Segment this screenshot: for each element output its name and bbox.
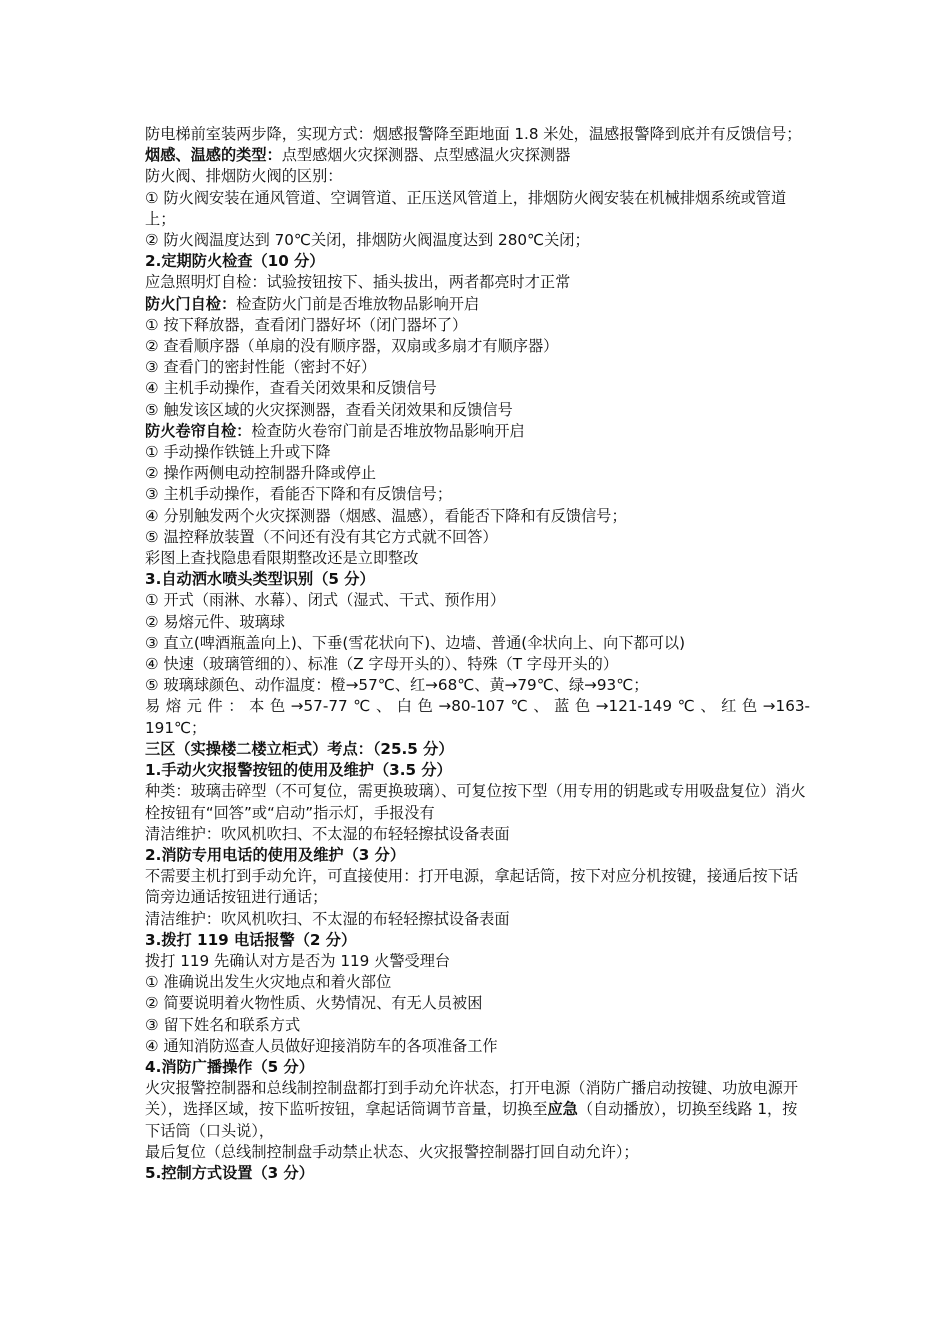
paragraph-9 — [145, 315, 810, 336]
paragraph-text: 清洁维护：吹风机吹扫、不太湿的布轻轻擦拭设备表面 — [145, 824, 510, 843]
paragraph-text: 防电梯前室装两步降，实现方式：烟感报警降至距地面 1.8 米处，温感报警降到底并有反馈信号； — [145, 125, 802, 143]
paragraph-3 — [145, 166, 810, 187]
paragraph-text: ③ 主机手动操作，看能否下降和有反馈信号； — [145, 485, 453, 504]
section-heading — [145, 1163, 810, 1184]
section-heading — [145, 1057, 810, 1078]
paragraph-text: ① 按下释放器，查看闭门器好坏（闭门器坏了） — [145, 315, 468, 334]
section-heading — [145, 930, 810, 951]
paragraph-5 — [145, 230, 810, 251]
paragraph-text: 拨打 119 先确认对方是否为 119 火警受理台 — [145, 951, 451, 970]
paragraph-text: 不需要主机打到手动允许，可直接使用：打开电源，拿起话筒，按下对应分机按键，接通后按下话筒旁边通话按钮进行通话； — [145, 867, 799, 907]
paragraph-19 — [145, 527, 810, 548]
paragraph-text: 易熔元件：本色→57-77℃、白色→80-107℃、蓝色→121-149℃、红色→163- — [145, 697, 810, 716]
paragraph-text: ④ 分别触发两个火灾探测器（烟感、温感），看能否下降和有反馈信号； — [145, 506, 627, 525]
emphasis-text: 应急 — [547, 1100, 578, 1119]
section-heading — [145, 739, 810, 760]
paragraph-20 — [145, 548, 810, 569]
paragraph-1 — [145, 124, 810, 145]
paragraph-text: ④ 通知消防巡查人员做好迎接消防车的各项准备工作 — [145, 1036, 498, 1055]
document-body — [145, 124, 810, 1184]
paragraph-text: ② 防火阀温度达到 70℃关闭，排烟防火阀温度达到 280℃关闭； — [145, 231, 590, 250]
paragraph-2 — [145, 145, 810, 166]
paragraph-15 — [145, 442, 810, 463]
paragraph-text: ④ 快速（玻璃管细的）、标准（Z 字母开头的）、特殊（T 字母开头的） — [145, 655, 619, 674]
paragraph-text: 应急照明灯自检：试验按钮按下、插头拔出，两者都亮时才正常 — [145, 273, 571, 292]
section-heading — [145, 251, 810, 272]
paragraph-text: ⑤ 玻璃球颜色、动作温度：橙→57℃、红→68℃、黄→79℃、绿→93℃； — [145, 676, 649, 695]
paragraph-text: 最后复位（总线制控制盘手动禁止状态、火灾报警控制器打回自动允许）； — [145, 1142, 639, 1161]
heading-text: 5.控制方式设置（3 分） — [145, 1163, 314, 1182]
paragraph-39 — [145, 993, 810, 1014]
paragraph-25 — [145, 654, 810, 675]
paragraph-broadcast-steps — [145, 1078, 810, 1142]
paragraph-14 — [145, 421, 810, 442]
paragraph-8 — [145, 294, 810, 315]
heading-text: 4.消防广播操作（5 分） — [145, 1057, 314, 1076]
paragraph-18 — [145, 506, 810, 527]
paragraph-text: ② 操作两侧电动控制器升降或停止 — [145, 464, 377, 483]
paragraph-text: ② 查看顺序器（单扇的没有顺序器，双扇或多扇才有顺序器） — [145, 337, 559, 356]
paragraph-17 — [145, 484, 810, 505]
bold-label: 防火门自检： — [145, 294, 237, 313]
paragraph-text: 检查防火门前是否堆放物品影响开启 — [236, 294, 480, 313]
heading-text: 3.自动洒水喷头类型识别（5 分） — [145, 570, 375, 589]
paragraph-text: ⑤ 温控释放装置（不问还有没有其它方式就不回答） — [145, 527, 498, 546]
paragraph-text: ① 准确说出发生火灾地点和着火部位 — [145, 973, 392, 992]
bold-label: 烟感、温感的类型： — [145, 146, 282, 165]
paragraph-text: 彩图上查找隐患看限期整改还是立即整改 — [145, 549, 419, 568]
paragraph-text: ③ 留下姓名和联系方式 — [145, 1015, 301, 1034]
paragraph-35 — [145, 909, 810, 930]
paragraph-44 — [145, 1142, 810, 1163]
section-heading — [145, 569, 810, 590]
heading-text: 1.手动火灾报警按钮的使用及维护（3.5 分） — [145, 761, 452, 780]
paragraph-13 — [145, 400, 810, 421]
paragraph-16 — [145, 463, 810, 484]
section-heading — [145, 760, 810, 781]
paragraph-7 — [145, 272, 810, 293]
paragraph-text: 种类：玻璃击碎型（不可复位，需更换玻璃）、可复位按下型（用专用的钥匙或专用吸盘复位）消火栓按钮有“回答”或“启动”指示灯，手报没有 — [145, 782, 806, 822]
paragraph-text: 防火阀、排烟防火阀的区别： — [145, 167, 343, 186]
paragraph-31 — [145, 781, 810, 823]
heading-text: 2.定期防火检查（10 分） — [145, 252, 325, 271]
paragraph-23 — [145, 612, 810, 633]
paragraph-24 — [145, 633, 810, 654]
paragraph-text: ① 开式（雨淋、水幕）、闭式（湿式、干式、预作用） — [145, 591, 506, 610]
paragraph-text: ④ 主机手动操作，查看关闭效果和反馈信号 — [145, 379, 437, 398]
paragraph-26 — [145, 675, 810, 696]
heading-text: 2.消防专用电话的使用及维护（3 分） — [145, 845, 406, 864]
section-heading — [145, 845, 810, 866]
paragraph-text: 清洁维护：吹风机吹扫、不太湿的布轻轻擦拭设备表面 — [145, 909, 510, 928]
paragraph-4 — [145, 188, 810, 230]
paragraph-text: 检查防火卷帘门前是否堆放物品影响开启 — [251, 421, 525, 440]
heading-text: 三区（实操楼二楼立柜式）考点：（25.5 分） — [145, 739, 454, 758]
paragraph-text: 点型感烟火灾探测器、点型感温火灾探测器 — [281, 146, 571, 165]
bold-label: 防火卷帘自检： — [145, 421, 252, 440]
paragraph-text: ⑤ 触发该区域的火灾探测器，查看关闭效果和反馈信号 — [145, 400, 513, 419]
paragraph-41 — [145, 1036, 810, 1057]
paragraph-22 — [145, 590, 810, 611]
paragraph-40 — [145, 1015, 810, 1036]
paragraph-37 — [145, 951, 810, 972]
heading-text: 3.拨打 119 电话报警（2 分） — [145, 930, 357, 949]
paragraph-text: （自动播放），切换至线路 1，按下话筒（口头说）， — [145, 1100, 798, 1140]
paragraph-32 — [145, 824, 810, 845]
paragraph-text: ① 防火阀安装在通风管道、空调管道、正压送风管道上，排烟防火阀安装在机械排烟系统或管道上； — [145, 188, 787, 228]
paragraph-28 — [145, 718, 810, 739]
paragraph-text: ② 易熔元件、玻璃球 — [145, 612, 285, 631]
paragraph-11 — [145, 357, 810, 378]
paragraph-text: ② 简要说明着火物性质、火势情况、有无人员被困 — [145, 994, 483, 1013]
paragraph-10 — [145, 336, 810, 357]
paragraph-text: ① 手动操作铁链上升或下降 — [145, 443, 331, 462]
paragraph-text: ③ 直立(啤酒瓶盖向上)、下垂(雪花状向下)、边墙、普通(伞状向上、向下都可以) — [145, 633, 685, 652]
paragraph-38 — [145, 972, 810, 993]
paragraph-27 — [145, 696, 810, 717]
paragraph-text: 191℃； — [145, 718, 207, 737]
paragraph-12 — [145, 378, 810, 399]
paragraph-text: 火灾报警控制器和总线制控制盘都打到手动允许状态，打开电源（消防广播启动按键、功放电源开关），选择区域，按下监听按钮，拿起话筒调节音量，切换至 — [145, 1079, 799, 1119]
paragraph-text: ③ 查看门的密封性能（密封不好） — [145, 358, 377, 377]
paragraph-34 — [145, 866, 810, 908]
